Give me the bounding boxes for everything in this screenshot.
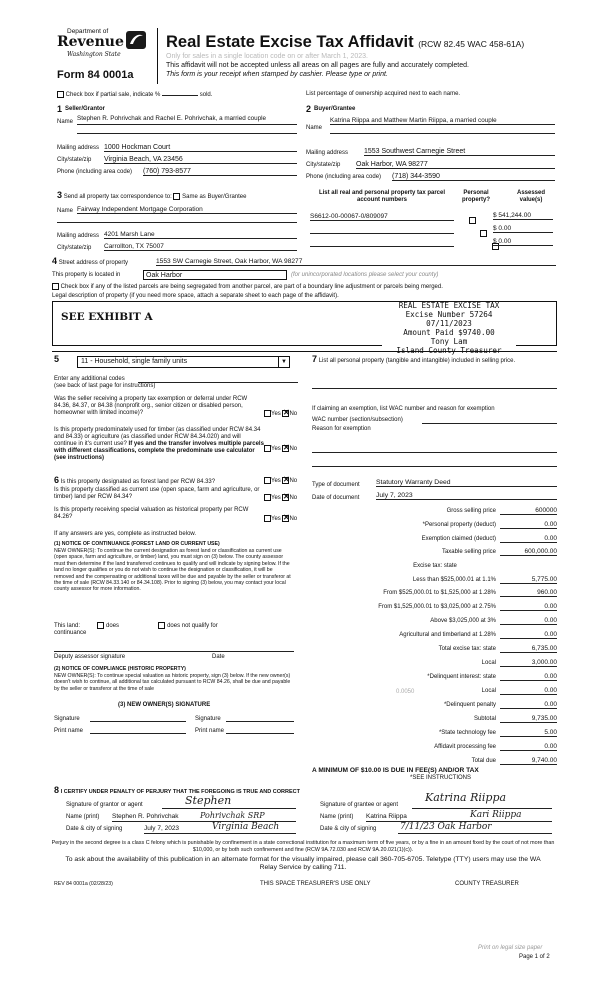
calc-value[interactable]: 600,000.00 bbox=[500, 548, 557, 556]
certify-text: I CERTIFY UNDER PENALTY OF PERJURY THAT THE FOREGOING IS TRUE AND CORRECT bbox=[60, 789, 300, 795]
calc-label: Less than $525,000.01 at 1.1% bbox=[412, 577, 496, 583]
seller-city-field[interactable]: Virginia Beach, VA 23456 bbox=[104, 156, 297, 164]
rev-number: REV 84 0001a (02/28/23) bbox=[54, 881, 113, 887]
grantee-name-hand: Kari Riippa bbox=[470, 810, 522, 820]
grantor-name-hand: Pohrivchak SRP bbox=[200, 811, 265, 820]
seller-phone-field[interactable]: (760) 793-8577 bbox=[143, 168, 297, 176]
page-number: Page 1 of 2 bbox=[519, 954, 550, 960]
assessed-value-1[interactable]: $ 541,244.00 bbox=[493, 212, 553, 220]
calc-value[interactable]: 0.00 bbox=[500, 701, 557, 709]
calc-label: Local bbox=[481, 688, 496, 694]
parcel-number-3[interactable] bbox=[310, 239, 454, 247]
wac-label: WAC number (section/subsection) bbox=[312, 417, 403, 423]
yes-label: Yes bbox=[271, 446, 281, 453]
sec6-q1 bbox=[54, 477, 215, 486]
sec4-street-row bbox=[52, 258, 128, 267]
sec6-q1-no-checkbox[interactable] bbox=[282, 477, 289, 484]
dor-logo bbox=[57, 26, 157, 68]
stamp-line3: 07/11/2023 bbox=[426, 318, 472, 328]
calc-value[interactable]: 0.00 bbox=[500, 673, 557, 681]
calc-label: *State technology fee bbox=[438, 730, 496, 736]
does-label: does bbox=[106, 623, 120, 630]
grantor-name-field[interactable]: Stephen R. Pohrivchak bbox=[112, 813, 179, 820]
dropdown-arrow-icon[interactable]: ▼ bbox=[278, 357, 289, 367]
corr-name-field[interactable]: Fairway Independent Mortgage Corporation bbox=[77, 206, 297, 214]
land-use-select[interactable] bbox=[77, 356, 290, 368]
calc-value[interactable]: 3,000.00 bbox=[500, 659, 557, 667]
additional-codes-label: Enter any additional codes bbox=[54, 376, 125, 382]
buyer-phone-label: Phone (including area code) bbox=[306, 174, 382, 180]
sec2-heading: Buyer/Grantee bbox=[314, 106, 356, 112]
owner-signature-label-1: Signature bbox=[54, 716, 80, 722]
doc-date-field[interactable]: July 7, 2023 bbox=[376, 492, 557, 500]
parcel-number-2[interactable] bbox=[310, 226, 454, 234]
no-label: No bbox=[289, 495, 298, 502]
form-rcw: (RCW 82.45 WAC 458-61A) bbox=[418, 39, 525, 49]
sec5-q2a bbox=[54, 427, 264, 462]
partial-sale bbox=[57, 91, 212, 99]
calc-label: *Delinquent penalty bbox=[443, 702, 496, 708]
doc-type-field[interactable]: Statutory Warranty Deed bbox=[376, 479, 557, 487]
no-label: No bbox=[289, 516, 298, 523]
stamp-line5: Tony Lam bbox=[430, 336, 468, 346]
calc-label: Gross selling price bbox=[446, 508, 496, 514]
does-qualify-checkbox[interactable] bbox=[97, 622, 104, 629]
notice2-heading: (2) NOTICE OF COMPLIANCE (HISTORIC PROPERTY) bbox=[54, 666, 186, 672]
grantor-signature[interactable]: Stephen bbox=[185, 794, 232, 807]
sec3-label: Send all property tax correspondence to: bbox=[63, 194, 172, 200]
notice1-heading: (1) NOTICE OF CONTINUANCE (FOREST LAND OR CURRENT USE) bbox=[54, 541, 220, 547]
corr-city-field[interactable]: Carrollton, TX 75007 bbox=[104, 243, 297, 251]
local-rate-field[interactable]: 0.0050 bbox=[396, 689, 415, 695]
treasurer-stamp bbox=[382, 302, 516, 355]
corr-mailing-field[interactable]: 4201 Marsh Lane bbox=[104, 231, 297, 239]
form-title bbox=[166, 33, 524, 52]
sec5-q2a-text: Is this property predominately used for timber (as classified under RCW 84.34 and 84.33) or agriculture (as classified under RCW 84.34.020) and will continue in it's current use? bbox=[54, 427, 261, 447]
segregated-label: Check box if any of the listed parcels are being segregated from another parcel, are part of a boundary line adjustment or parcels being merged. bbox=[60, 284, 443, 291]
sec5-q2-no-checkbox[interactable] bbox=[282, 445, 289, 452]
doc-date-label: Date of document bbox=[312, 495, 360, 501]
sec5-q1-yes-checkbox[interactable] bbox=[264, 410, 271, 417]
sec5-q2b-text: If yes and the transfer involves multiple parcels with different classifications, complete the predominate use calculator (see instructions) bbox=[54, 441, 264, 461]
sec6-q1-text: Is this property designated as forest land per RCW 84.33? bbox=[60, 479, 216, 485]
grantor-signature-label: Signature of grantor or agent bbox=[66, 802, 143, 808]
perjury-text: Perjury in the second degree is a class C felony which is punishable by confinement in a state correctional institution for a maximum term of five years, or by a fine in an amount fixed by the court of not more than $10,000, or by both such confinement and fine (RCW 9A.72.030 and RCW 9A.20.021(1)(c)). bbox=[51, 840, 555, 853]
calc-value[interactable]: 9,735.00 bbox=[500, 715, 557, 723]
legal-description-text: SEE EXHIBIT A bbox=[61, 311, 153, 323]
yes-label: Yes bbox=[271, 495, 281, 502]
owner-print-1[interactable] bbox=[90, 733, 186, 734]
calc-label: From $1,525,000.01 to $3,025,000 at 2.75% bbox=[378, 604, 496, 610]
calc-value[interactable]: 0.00 bbox=[500, 603, 557, 611]
calc-value[interactable]: 5,775.00 bbox=[500, 576, 557, 584]
street-address-field[interactable]: 1553 SW Carnegie Street, Oak Harbor, WA 98277 bbox=[156, 258, 556, 266]
sec3-row bbox=[57, 192, 246, 201]
deputy-date-label: Date bbox=[212, 654, 225, 660]
sec2-number: 2 bbox=[306, 104, 312, 114]
print-legal: Print on legal size paper bbox=[478, 945, 543, 951]
calc-value[interactable]: 9,740.00 bbox=[500, 757, 557, 765]
corr-city-label: City/state/zip bbox=[57, 245, 92, 251]
personal-col-header: Personal property? bbox=[461, 190, 490, 203]
buyer-phone-field[interactable]: (718) 344-3590 bbox=[392, 173, 555, 181]
sec5-q2-answers bbox=[264, 445, 297, 453]
calc-value[interactable]: 960.00 bbox=[500, 589, 557, 597]
see-instructions: *SEE INSTRUCTIONS bbox=[410, 775, 472, 781]
exemption-label: If claiming an exemption, list WAC number and reason for exemption bbox=[312, 406, 495, 412]
reason-field[interactable] bbox=[312, 452, 557, 453]
sec6-q2-yes-checkbox[interactable] bbox=[264, 494, 271, 501]
calc-label: *Delinquent interest: state bbox=[427, 674, 496, 680]
dor-revenue: Revenue bbox=[57, 34, 124, 50]
calc-value[interactable]: 0.00 bbox=[500, 743, 557, 751]
no-label: No bbox=[289, 411, 298, 418]
corr-mailing-label: Mailing address bbox=[57, 233, 100, 239]
calc-value[interactable]: 5.00 bbox=[500, 729, 557, 737]
sec5-q2-yes-checkbox[interactable] bbox=[264, 445, 271, 452]
sec6-q1-answers bbox=[264, 477, 297, 485]
dor-dept-line: Department of bbox=[67, 28, 109, 35]
sec5-q1-answers bbox=[264, 410, 297, 418]
calc-label: Affidavit processing fee bbox=[434, 744, 496, 750]
buyer-mailing-field[interactable]: 1553 Southwest Carnegie Street bbox=[364, 148, 555, 156]
assessed-value-3[interactable]: $ 0.00 bbox=[493, 238, 553, 246]
relay-text: To ask about the availability of this publication in an alternate format for the visually impaired, please call 360-705-6705. Teletype (TTY) users may use the WA Relay Service by calling 711. bbox=[65, 856, 541, 871]
calc-value[interactable]: 0.00 bbox=[500, 687, 557, 695]
sec5-q1-no-checkbox[interactable] bbox=[282, 410, 289, 417]
does-not-label: does not qualify for bbox=[167, 623, 218, 630]
located-select[interactable]: Oak Harbor bbox=[143, 270, 287, 280]
grantor-date-field[interactable]: July 7, 2023 bbox=[144, 825, 180, 832]
additional-codes-field[interactable] bbox=[138, 382, 298, 383]
sec6-q2-no-checkbox[interactable] bbox=[282, 494, 289, 501]
ownership-note: List percentage of ownership acquired next to each name. bbox=[306, 91, 461, 97]
seller-mailing-field[interactable]: 1000 Hockman Court bbox=[104, 144, 297, 152]
same-as-buyer-checkbox[interactable] bbox=[173, 193, 180, 200]
buyer-name-label: Name bbox=[306, 125, 323, 131]
sec7-label: List all personal property (tangible and intangible) included in selling price. bbox=[318, 358, 516, 364]
stamp-line6: Island County Treasurer bbox=[396, 345, 502, 355]
grantee-date-field[interactable]: 7/11/23 Oak Harbor bbox=[400, 822, 492, 832]
doc-type-label: Type of document bbox=[312, 482, 360, 488]
dor-state: Washington State bbox=[67, 51, 121, 58]
partial-sale-label: Check box if partial sale, indicate % bbox=[65, 92, 161, 99]
grantee-signature-label: Signature of grantee or agent bbox=[320, 802, 399, 808]
owner-print-2[interactable] bbox=[226, 733, 294, 734]
grantee-signature[interactable]: Katrina Riippa bbox=[425, 791, 507, 804]
calc-label: Taxable selling price bbox=[441, 549, 496, 555]
buyer-city-field[interactable]: Oak Harbor, WA 98277 bbox=[356, 161, 555, 169]
personal-property-field[interactable] bbox=[312, 388, 557, 389]
segregated-row bbox=[52, 283, 443, 291]
calc-label: Total due bbox=[471, 758, 496, 764]
buyer-name-field[interactable]: Katrina Riippa and Matthew Martin Riippa, a married couple bbox=[330, 117, 497, 124]
calc-value[interactable]: 0.00 bbox=[500, 535, 557, 543]
calc-value[interactable]: 0.00 bbox=[500, 631, 557, 639]
calc-value[interactable]: 600000 bbox=[500, 507, 557, 515]
grantee-name-field[interactable]: Katrina Riippa bbox=[366, 813, 407, 820]
deputy-signature-field[interactable] bbox=[54, 651, 294, 652]
grantee-name-label: Name (print) bbox=[320, 814, 354, 820]
seller-mailing-label: Mailing address bbox=[57, 145, 100, 151]
additional-codes-note: (see back of last page for instructions) bbox=[54, 383, 156, 389]
form-title-text: Real Estate Excise Tax Affidavit bbox=[166, 33, 414, 51]
calc-value[interactable]: 6,735.00 bbox=[500, 645, 557, 653]
calc-label: Above $3,025,000 at 3% bbox=[430, 618, 496, 624]
calc-label: Total excise tax: state bbox=[438, 646, 496, 652]
sec6-q1-yes-checkbox[interactable] bbox=[264, 477, 271, 484]
owner-signature-label-2: Signature bbox=[195, 716, 221, 722]
street-label: Street address of property bbox=[58, 260, 129, 266]
grantor-city-hand: Virginia Beach bbox=[212, 822, 280, 832]
sec6-number: 6 bbox=[54, 475, 60, 485]
sec6-q2-answers bbox=[264, 494, 297, 502]
grantor-date-label: Date & city of signing bbox=[66, 826, 123, 832]
calc-label: Excise tax: state bbox=[413, 563, 457, 569]
sec6-q3-yes-checkbox[interactable] bbox=[264, 515, 271, 522]
calc-value[interactable]: 0.00 bbox=[500, 521, 557, 529]
assessed-col-header: Assessed value(s) bbox=[516, 190, 546, 203]
parcel-number-1[interactable]: S6612-00-00067-0/809097 bbox=[310, 213, 454, 221]
stamp-line2: Excise Number 57264 bbox=[405, 309, 493, 319]
notice1-body: NEW OWNER(S): To continue the current designation as forest land or classification as current use (open space, farm and agriculture, or timber) land, you must sign on (3) below. The county assessor must then determine if the land transferred continues to qualify and will indicate by signing below. If the land no longer qualifies or you do not wish to continue the designation or classification, it will be removed and the compensating or additional taxes will be due and payable by the seller or transferor at the time of sale (RCW 84.33.140 or 84.34.108). Prior to signing (3) below, you may contact your local county assessor for more information. bbox=[54, 548, 291, 593]
county-treasurer: COUNTY TREASURER bbox=[455, 881, 519, 887]
no-label: No bbox=[289, 446, 298, 453]
sec1-heading: Seller/Grantor bbox=[65, 106, 106, 112]
personal-property-checkbox-1[interactable] bbox=[469, 217, 476, 224]
legal-label: Legal description of property (if you need more space, attach a separate sheet to each page of the affidavit). bbox=[52, 293, 339, 299]
calc-label: Agricultural and timberland at 1.28% bbox=[399, 632, 496, 638]
seller-name-field[interactable]: Stephen R. Pohrivchak and Rachel E. Pohrivchak, a married couple bbox=[77, 115, 267, 122]
same-as-buyer-label: Same as Buyer/Grantee bbox=[182, 194, 247, 200]
reason-label: Reason for exemption bbox=[312, 426, 371, 432]
owner-signature-1[interactable] bbox=[90, 721, 186, 722]
stamp-line4: Amount Paid $9740.00 bbox=[403, 327, 495, 337]
assessed-value-2[interactable]: $ 0.00 bbox=[493, 225, 553, 233]
sec6-q3-answers bbox=[264, 515, 297, 523]
buyer-mailing-label: Mailing address bbox=[306, 150, 349, 156]
segregated-checkbox[interactable] bbox=[52, 283, 59, 290]
sec6-intro: If any answers are yes, complete as instructed below. bbox=[54, 531, 197, 537]
personal-property-checkbox-2[interactable] bbox=[480, 230, 487, 237]
sec1-number: 1 bbox=[57, 104, 63, 114]
seller-phone-label: Phone (including area code) bbox=[57, 169, 133, 175]
calc-label: From $525,000.01 to $1,525,000 at 1.28% bbox=[383, 590, 496, 596]
this-land-label: This land: bbox=[54, 623, 81, 630]
header-line2: This affidavit will not be accepted unless all areas on all pages are fully and accurately completed. bbox=[166, 62, 469, 69]
calc-label: Exemption claimed (deduct) bbox=[421, 536, 496, 542]
minimum-note: A MINIMUM OF $10.00 IS DUE IN FEE(S) AND/OR TAX bbox=[312, 767, 479, 774]
header-watermark: Only for sales in a single location code on or after March 1, 2023. bbox=[166, 53, 368, 60]
calc-value[interactable]: 0.00 bbox=[500, 617, 557, 625]
owner-print-label-1: Print name bbox=[54, 728, 84, 734]
corr-name-label: Name bbox=[57, 208, 74, 214]
buyer-city-label: City/state/zip bbox=[306, 162, 341, 168]
sec8-number: 8 bbox=[54, 785, 60, 795]
sec4-number: 4 bbox=[52, 256, 58, 266]
yes-label: Yes bbox=[271, 478, 281, 485]
sec3-number: 3 bbox=[57, 190, 63, 200]
sec6-q3: Is this property receiving special valuation as historical property per RCW 84.26? bbox=[54, 507, 249, 520]
sec7-number: 7 bbox=[312, 354, 318, 364]
sec5-number: 5 bbox=[54, 354, 60, 364]
no-label: No bbox=[289, 478, 298, 485]
land-use-value: 11 - Household, single family units bbox=[81, 358, 188, 365]
sec8-row bbox=[54, 787, 300, 796]
owner-print-label-2: Print name bbox=[195, 728, 225, 734]
partial-sale-checkbox[interactable] bbox=[57, 91, 64, 98]
located-label: This property is located in bbox=[52, 272, 121, 278]
does-not-qualify-checkbox[interactable] bbox=[158, 622, 165, 629]
calc-label: Subtotal bbox=[473, 716, 496, 722]
this-land-row bbox=[54, 622, 218, 630]
notice2-body: NEW OWNER(S): To continue special valuation as historic property, sign (3) below. If the new owner(s) doesn't wish to continue, all additional tax calculated pursuant to RCW 84.26, shall be due and payable by the seller or transferor at the time of sale bbox=[54, 673, 291, 692]
sec6-q3-no-checkbox[interactable] bbox=[282, 515, 289, 522]
yes-label: Yes bbox=[271, 411, 281, 418]
dor-swoosh-icon bbox=[125, 30, 147, 50]
notice3-heading: (3) NEW OWNER(S) SIGNATURE bbox=[118, 702, 211, 708]
parcel-col-header: List all real and personal property tax parcel account numbers bbox=[318, 190, 446, 203]
located-note: (for unincorporated locations please select your county) bbox=[291, 272, 439, 278]
sec5-q1: Was the seller receiving a property tax exemption or deferral under RCW 84.36, 84.37, or 84.38 (nonprofit org., senior citizen or disabled person, homeowner with limited income)? bbox=[54, 396, 248, 416]
continuance-label: continuance bbox=[54, 630, 87, 636]
calc-label: Local bbox=[481, 660, 496, 666]
grantee-date-label: Date & city of signing bbox=[320, 826, 377, 832]
header-line3: This form is your receipt when stamped by cashier. Please type or print. bbox=[166, 71, 388, 78]
calc-label: *Personal property (deduct) bbox=[422, 522, 496, 528]
form-number: Form 84 0001a bbox=[57, 69, 134, 81]
grantor-name-label: Name (print) bbox=[66, 814, 100, 820]
wac-field[interactable] bbox=[422, 423, 557, 424]
stamp-line1: REAL ESTATE EXCISE TAX bbox=[398, 301, 500, 310]
seller-city-label: City/state/zip bbox=[57, 157, 92, 163]
sec7-row bbox=[312, 356, 557, 365]
yes-label: Yes bbox=[271, 516, 281, 523]
deputy-signature-label: Deputy assessor signature bbox=[54, 654, 126, 660]
partial-sale-sold: sold. bbox=[199, 92, 213, 99]
treasurer-use: THIS SPACE TREASURER'S USE ONLY bbox=[260, 881, 371, 887]
owner-signature-2[interactable] bbox=[226, 721, 294, 722]
sec6-q2: Is this property classified as current use (open space, farm and agriculture, or timber) land per RCW 84.34? bbox=[54, 487, 260, 500]
seller-name-label: Name bbox=[57, 119, 74, 125]
